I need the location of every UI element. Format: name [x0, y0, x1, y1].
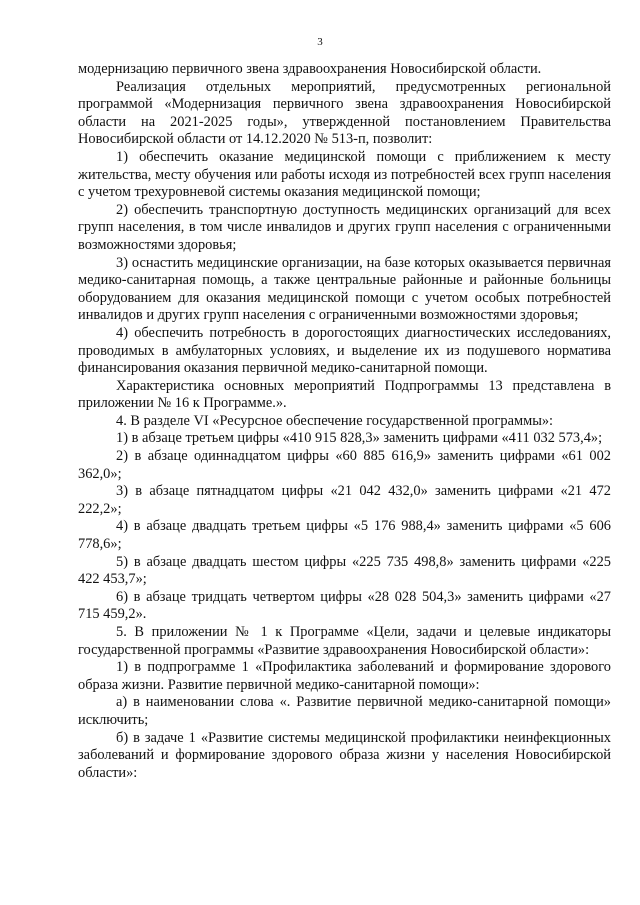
- paragraph: 2) в абзаце одиннадцатом цифры «60 885 616,9» заменить цифрами «61 002 362,0»;: [78, 448, 611, 482]
- paragraph: 3) в абзаце пятнадцатом цифры «21 042 432,0» заменить цифрами «21 472 222,2»;: [78, 483, 611, 517]
- paragraph: б) в задаче 1 «Развитие системы медицинской профилактики неинфекционных заболеваний и формирование здорового образа жизни у населения Новосибирской области»:: [78, 729, 611, 781]
- paragraph: 4) в абзаце двадцать третьем цифры «5 176 988,4» заменить цифрами «5 606 778,6»;: [78, 518, 611, 553]
- paragraph: модернизацию первичного звена здравоохранения Новосибирской области.: [78, 61, 542, 77]
- paragraph: 5) в абзаце двадцать шестом цифры «225 735 498,8» заменить цифрами «225 422 453,7»;: [78, 553, 611, 588]
- paragraph: 1) в абзаце третьем цифры «410 915 828,3» заменить цифрами «411 032 573,4»;: [116, 430, 603, 447]
- paragraph: 4) обеспечить потребность в дорогостоящих диагностических исследованиях, проводимых в амбулаторных условиях, и выделение их из подушевого норматива финансирования оказания первичной медико-санитарной помощи.: [78, 324, 611, 377]
- paragraph: Реализация отдельных мероприятий, предусмотренных региональной программой «Модернизация первичного звена здравоохранения Новосибирской области на 2021-2025 годы», утвержденной постановлением Правительства Новосибирской области от 14.12.2020 № 513-п, позволит:: [78, 78, 611, 148]
- document-body: [78, 61, 611, 782]
- paragraph: 3) оснастить медицинские организации, на базе которых оказывается первичная медико-санитарная помощь, а также центральные районные и районные больницы оборудованием для оказания медицинской помощи с учетом особых потребностей инвалидов и других групп населения с ограниченными возможностями здоровья;: [78, 254, 611, 324]
- paragraph: 4. В разделе VI «Ресурсное обеспечение государственной программы»:: [116, 412, 554, 429]
- page-number: 3: [317, 36, 323, 48]
- paragraph: а) в наименовании слова «. Развитие первичной медико-санитарной помощи» исключить;: [78, 694, 611, 728]
- paragraph: 5. В приложении № 1 к Программе «Цели, задачи и целевые индикаторы государственной программы «Развитие здравоохранения Новосибирской области»:: [78, 624, 611, 658]
- paragraph: 1) обеспечить оказание медицинской помощи с приближением к месту жительства, месту обучения или работы исходя из потребностей всех групп населения с учетом трехуровневой системы оказания медицинской помощи;: [78, 148, 611, 201]
- paragraph: 1) в подпрограмме 1 «Профилактика заболеваний и формирование здорового образа жизни. Развитие первичной медико-санитарной помощи»:: [78, 659, 611, 693]
- paragraph: 6) в абзаце тридцать четвертом цифры «28 028 504,3» заменить цифрами «27 715 459,2».: [78, 588, 611, 623]
- paragraph: Характеристика основных мероприятий Подпрограммы 13 представлена в приложении № 16 к Программе.».: [78, 377, 611, 412]
- paragraph: 2) обеспечить транспортную доступность медицинских организаций для всех групп населения, в том числе инвалидов и других групп населения с ограниченными возможностями здоровья;: [78, 201, 611, 253]
